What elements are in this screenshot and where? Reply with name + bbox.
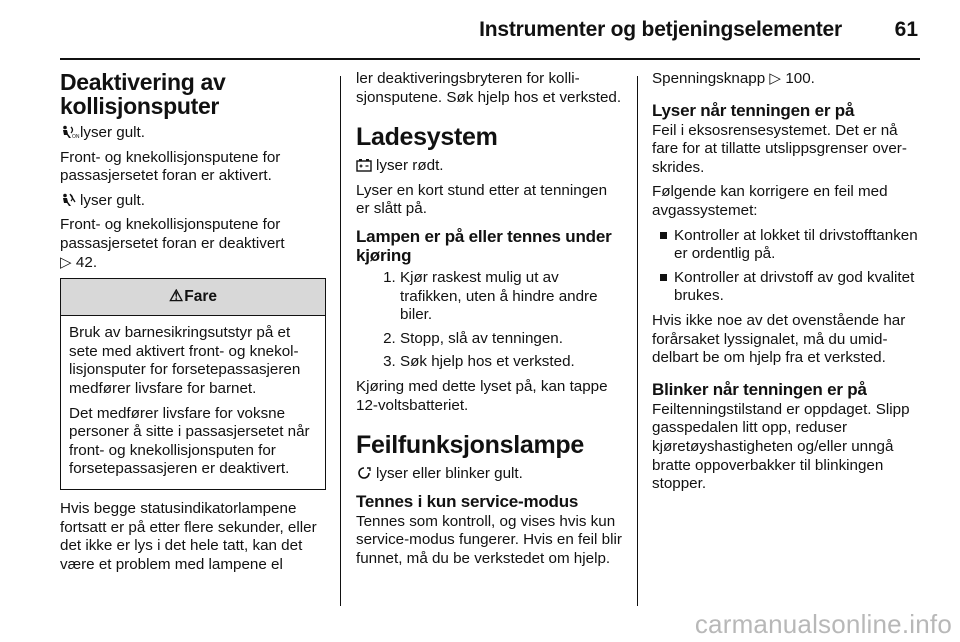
- paragraph: Hvis ikke noe av det ovenstående har forårsaket lyssignalet, må du umiddelbart be om hjelp fra et verksted.: [652, 311, 906, 367]
- paragraph: Feiltenningstilstand er oppdaget. Slipp gasspedalen litt opp, reduser kjøretøyshastigheten og/eller unngå bratte oppoverbakker til blinkingen stopper.: [652, 400, 910, 493]
- bullet-list: [652, 227, 920, 306]
- paragraph: [652, 70, 920, 89]
- bullet-icon: [660, 274, 667, 281]
- list-item: 1. Kjør raskest mulig ut av trafikken, uten å hindre andre biler.: [400, 269, 622, 325]
- text: Kontroller at drivstoff av god kvalitet brukes.: [674, 268, 915, 305]
- paragraph: [356, 157, 622, 176]
- column-divider: [340, 76, 341, 606]
- steps-list: [356, 269, 622, 372]
- svg-text:ON: ON: [72, 134, 80, 140]
- danger-box: [60, 278, 326, 490]
- paragraph: Feil i eksosrensesystemet. Det er nå fare for at tillatte utslippsgrenser overskrides.: [652, 121, 907, 176]
- text: Front- og knekollisjonsputene for passasjersetet foran er deaktivert: [60, 216, 285, 252]
- paragraph: Kjøring med dette lyset på, kan tappe 12-voltsbatteriet.: [356, 377, 608, 414]
- page-header: [0, 0, 960, 58]
- airbag-on-icon: [60, 125, 80, 140]
- paragraph: Det medfører livsfare for voksne personer å sitte i passasjersetet når front- og knekollisjonsputen for forsetepassasjeren er deaktivert.: [69, 404, 310, 478]
- page-ref[interactable]: 42.: [75, 253, 98, 271]
- paragraph: Hvis begge statusindikatorlampene fortsatt er på etter flere sekunder, eller det ikke er lys i det hele tatt, kan det være et problem med lampene el: [60, 499, 317, 573]
- paragraph: ler deaktiveringsbryteren for kollisjonsputene. Søk hjelp hos et verksted.: [356, 70, 622, 106]
- watermark: carmanualsonline.info: [694, 609, 952, 639]
- battery-icon: [356, 158, 372, 172]
- bullet-icon: [660, 232, 667, 239]
- column-left: [60, 70, 326, 580]
- paragraph: Bruk av barnesikringsutstyr på et sete med aktivert front- og knekollisjonsputer for forsetepassasjeren medfører livsfare for barnet.: [69, 324, 301, 397]
- danger-header: [61, 279, 325, 316]
- header-title: Instrumenter og betjeningselementer: [479, 18, 842, 41]
- danger-body: [61, 316, 325, 489]
- heading-deactivate-airbags: Deaktivering av kollisjonsputer: [60, 69, 226, 119]
- paragraph: [60, 192, 326, 211]
- paragraph: Følgende kan korrigere en feil med avgassystemet:: [652, 183, 888, 219]
- column-middle: [356, 70, 622, 575]
- text: lyser gult.: [80, 124, 145, 141]
- text: lyser rødt.: [376, 157, 444, 175]
- text: Kontroller at lokket til drivstofftanken er ordentlig på.: [674, 226, 918, 263]
- column-divider: [637, 76, 638, 606]
- page-ref[interactable]: 100.: [785, 70, 815, 87]
- airbag-off-icon: [60, 193, 76, 207]
- header-rule: [60, 58, 920, 60]
- heading-service-mode: Tennes i kun service-modus: [356, 491, 579, 511]
- heading-blinks-ignition-on: Blinker når tenningen er på: [652, 379, 867, 399]
- danger-title: Fare: [184, 287, 218, 305]
- heading-lit-ignition-on: Lyser når tenningen er på: [652, 100, 855, 120]
- heading-charging-system: Ladesystem: [356, 123, 498, 152]
- paragraph: Tennes som kontroll, og vises hvis kun service-modus fungerer. Hvis en feil blir funnet, må du be verkstedet om hjelp.: [356, 512, 622, 567]
- paragraph: [60, 216, 326, 272]
- list-item: 2. Stopp, slå av tenningen.: [400, 330, 622, 349]
- paragraph: [60, 124, 326, 143]
- page-ref-arrow-icon: ▷: [769, 70, 782, 87]
- paragraph: Front- og knekollisjonsputene for passasjersetet foran er aktivert.: [60, 148, 281, 185]
- text: Spenningsknapp: [652, 70, 766, 87]
- heading-lamp-on-driving: Lampen er på eller tennes under kjøring: [356, 226, 612, 265]
- paragraph: Lyser en kort stund etter at tenningen er slått på.: [356, 181, 608, 218]
- page-ref-arrow-icon: ▷: [60, 253, 72, 271]
- engine-icon: [356, 466, 372, 480]
- text: lyser gult.: [80, 191, 145, 209]
- column-right: [652, 70, 920, 500]
- list-item: [674, 227, 920, 264]
- heading-malfunction-lamp: Feilfunksjonslampe: [356, 431, 584, 460]
- warning-triangle-icon: ⚠: [168, 287, 184, 305]
- list-item: 3. Søk hjelp hos et verksted.: [400, 353, 622, 372]
- page-number: 61: [894, 18, 918, 41]
- text: lyser eller blinker gult.: [376, 465, 523, 483]
- list-item: [674, 269, 920, 306]
- paragraph: [356, 465, 622, 484]
